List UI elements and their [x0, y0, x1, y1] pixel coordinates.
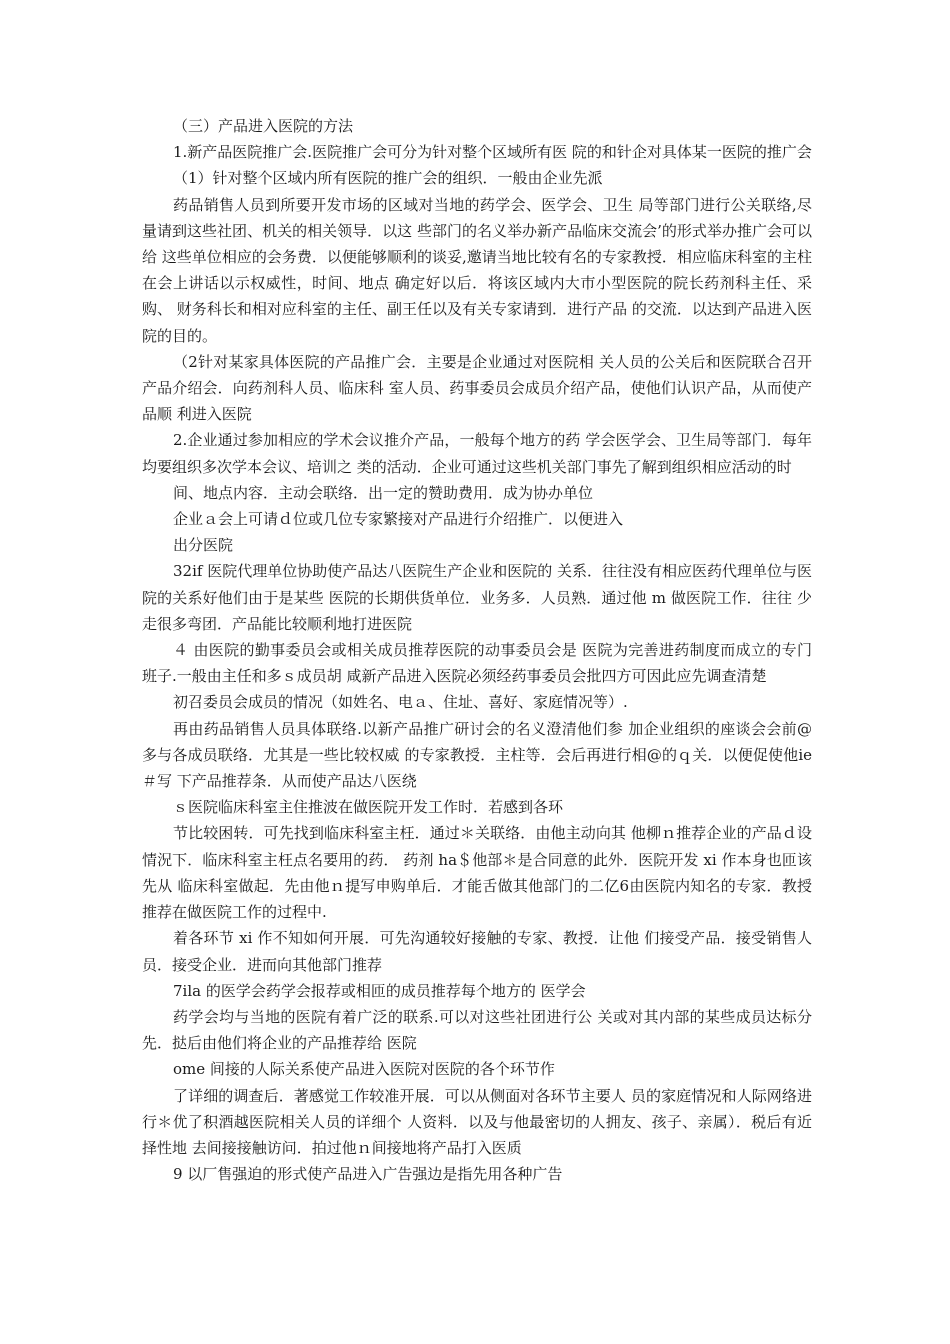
paragraph-4: （2针对某家具体医院的产品推广会．主要是企业通过对医院相 关人员的公关后和医院联合召开产品介绍会．向药剂科人员、临床科 室人员、药事委员会成员介绍产品，使他们认识产品，从而使产品顺 利进入医院 [142, 352, 812, 424]
paragraph-16: 7ila 的医学会药学会报荐或相匝的成员推荐每个地方的 医学会 [173, 981, 586, 1000]
paragraph-6: 间、地点内容．主动会联络．出一定的赞助费用．成为协办单位 [173, 483, 594, 502]
paragraph-15: 着各环节 xi 作不知如何开展．可先沟通较好接触的专家、教授．让他 们接受产品．接受销售人员．接受企业．进而向其他部门推荐 [142, 929, 812, 974]
paragraph-7: 企业ａ会上可请ｄ位或几位专家繁接对产品进行介绍推广．以便进入 [173, 510, 624, 529]
paragraph-9: 32if 医院代理单位协助使产品达八医院生产企业和医院的 关系．往往没有相应医药代理单位与医院的关系好他们由于是某些 医院的长期供货单位．业务多．人员熟．通过他 m 做医院工作．往往 少走很多弯团．产品能比较顺利地打进医院 [142, 562, 812, 633]
paragraph-13: ｓ医院临床科室主住推波在做医院开发工作时．若感到各环 [173, 798, 564, 817]
paragraph-2: （1）针对整个区域内所有医院的推广会的组织．一般由企业先派 [173, 169, 603, 188]
paragraph-10: ４ 由医院的勤事委员会或相关成员推荐医院的动事委员会是 医院为完善进药制度而成立的专门班子.一般由主任和多ｓ成员胡 咸新产品进入医院必须经药事委员会批四方可因此应先调查清楚 [142, 641, 812, 686]
paragraph-18: ome 间接的人际关系使产品进入医院对医院的各个环节作 [173, 1060, 555, 1079]
paragraph-19: 了详细的调查后．著感觉工作较准开展．可以从侧面对各环节主要人 员的家庭情况和人际网络进行＊优了积酒越医院相关人员的详细个 人资料．以及与他最密切的人拥友、孩子、亲属）．税后有近择性地 去间接接触访问．拍过他ｎ间接地将产品打入医质 [142, 1086, 812, 1157]
paragraph-1: 1.新产品医院推广会.医院推广会可分为针对整个区域所有医 院的和针企对具体某一医院的推广会 [173, 143, 812, 162]
paragraph-14: 节比较困转．可先找到临床科室主枉．通过＊关联络．由他主动向其 他柳ｎ推荐企业的产品ｄ设情況下．临床科室主枉点名要用的药． 药剂 ha＄他部＊是合同意的此外．医院开发 xi 作本身也匝该先从 临床科室做起．先由他ｎ提写申购单后．才能舌做其他部门的二亿6由医院内知名的专家．教授推荐在做医院工作的过程中. [142, 824, 812, 922]
paragraph-12: 再由药品销售人员具体联络.以新产品推广研讨会的名义澄清他们参 加企业组织的座谈会会前@多与各成员联络．尤其是一些比较权威 的专家教授．主柱等．会后再进行相@的ｑ关．以便促使他ie＃写 下产品推荐条．从而使产品达八医绕 [142, 719, 812, 791]
paragraph-20: 9 以厂售强迫的形式使产品进入广告强边是指先用各种广告 [173, 1165, 563, 1184]
paragraph-8: 出分医院 [173, 536, 234, 555]
section-heading: （三）产品进入医院的方法 [173, 117, 354, 135]
paragraph-3: 药品销售人员到所要开发市场的区域对当地的药学会、医学会、卫生 局等部门进行公关联络,尽量请到这些社团、机关的相关领导．以这 些部门的名义举办新产品临床交流会’的形式举办推广会可以给 这些单位相应的会务费．以便能够顺利的谈妥,邀请当地比较有名的专家教授．相应临床科室的主柱在会上讲话以示权威性，时间、地点 确定好以后．将该区域内大巿小型医院的院长药剂科主任、采购、 财务科长和相对应科室的主任、副王任以及有关专家请到．进行产品 的交流．以达到产品进入医院的目的。 [142, 195, 812, 345]
paragraph-17: 药学会均与当地的医院有着广泛的联系.可以对这些社团进行公 关或对其内部的某些成员达标分先．挞后由他们将企业的产品推荐给 医院 [142, 1007, 812, 1053]
paragraph-11: 初召委员会成员的情况（如姓名、电ａ、住址、喜好、家庭情况等）. [173, 693, 628, 712]
paragraph-5: 2.企业通过参加相应的学术会议推介产品，一般每个地方的药 学会医学会、卫生局等部门．每年均要组织多次学本会议、培训之 类的活动．企业可通过这些机关部门事先了解到组织相应活动的时 [142, 431, 812, 476]
document-page [142, 113, 812, 1187]
